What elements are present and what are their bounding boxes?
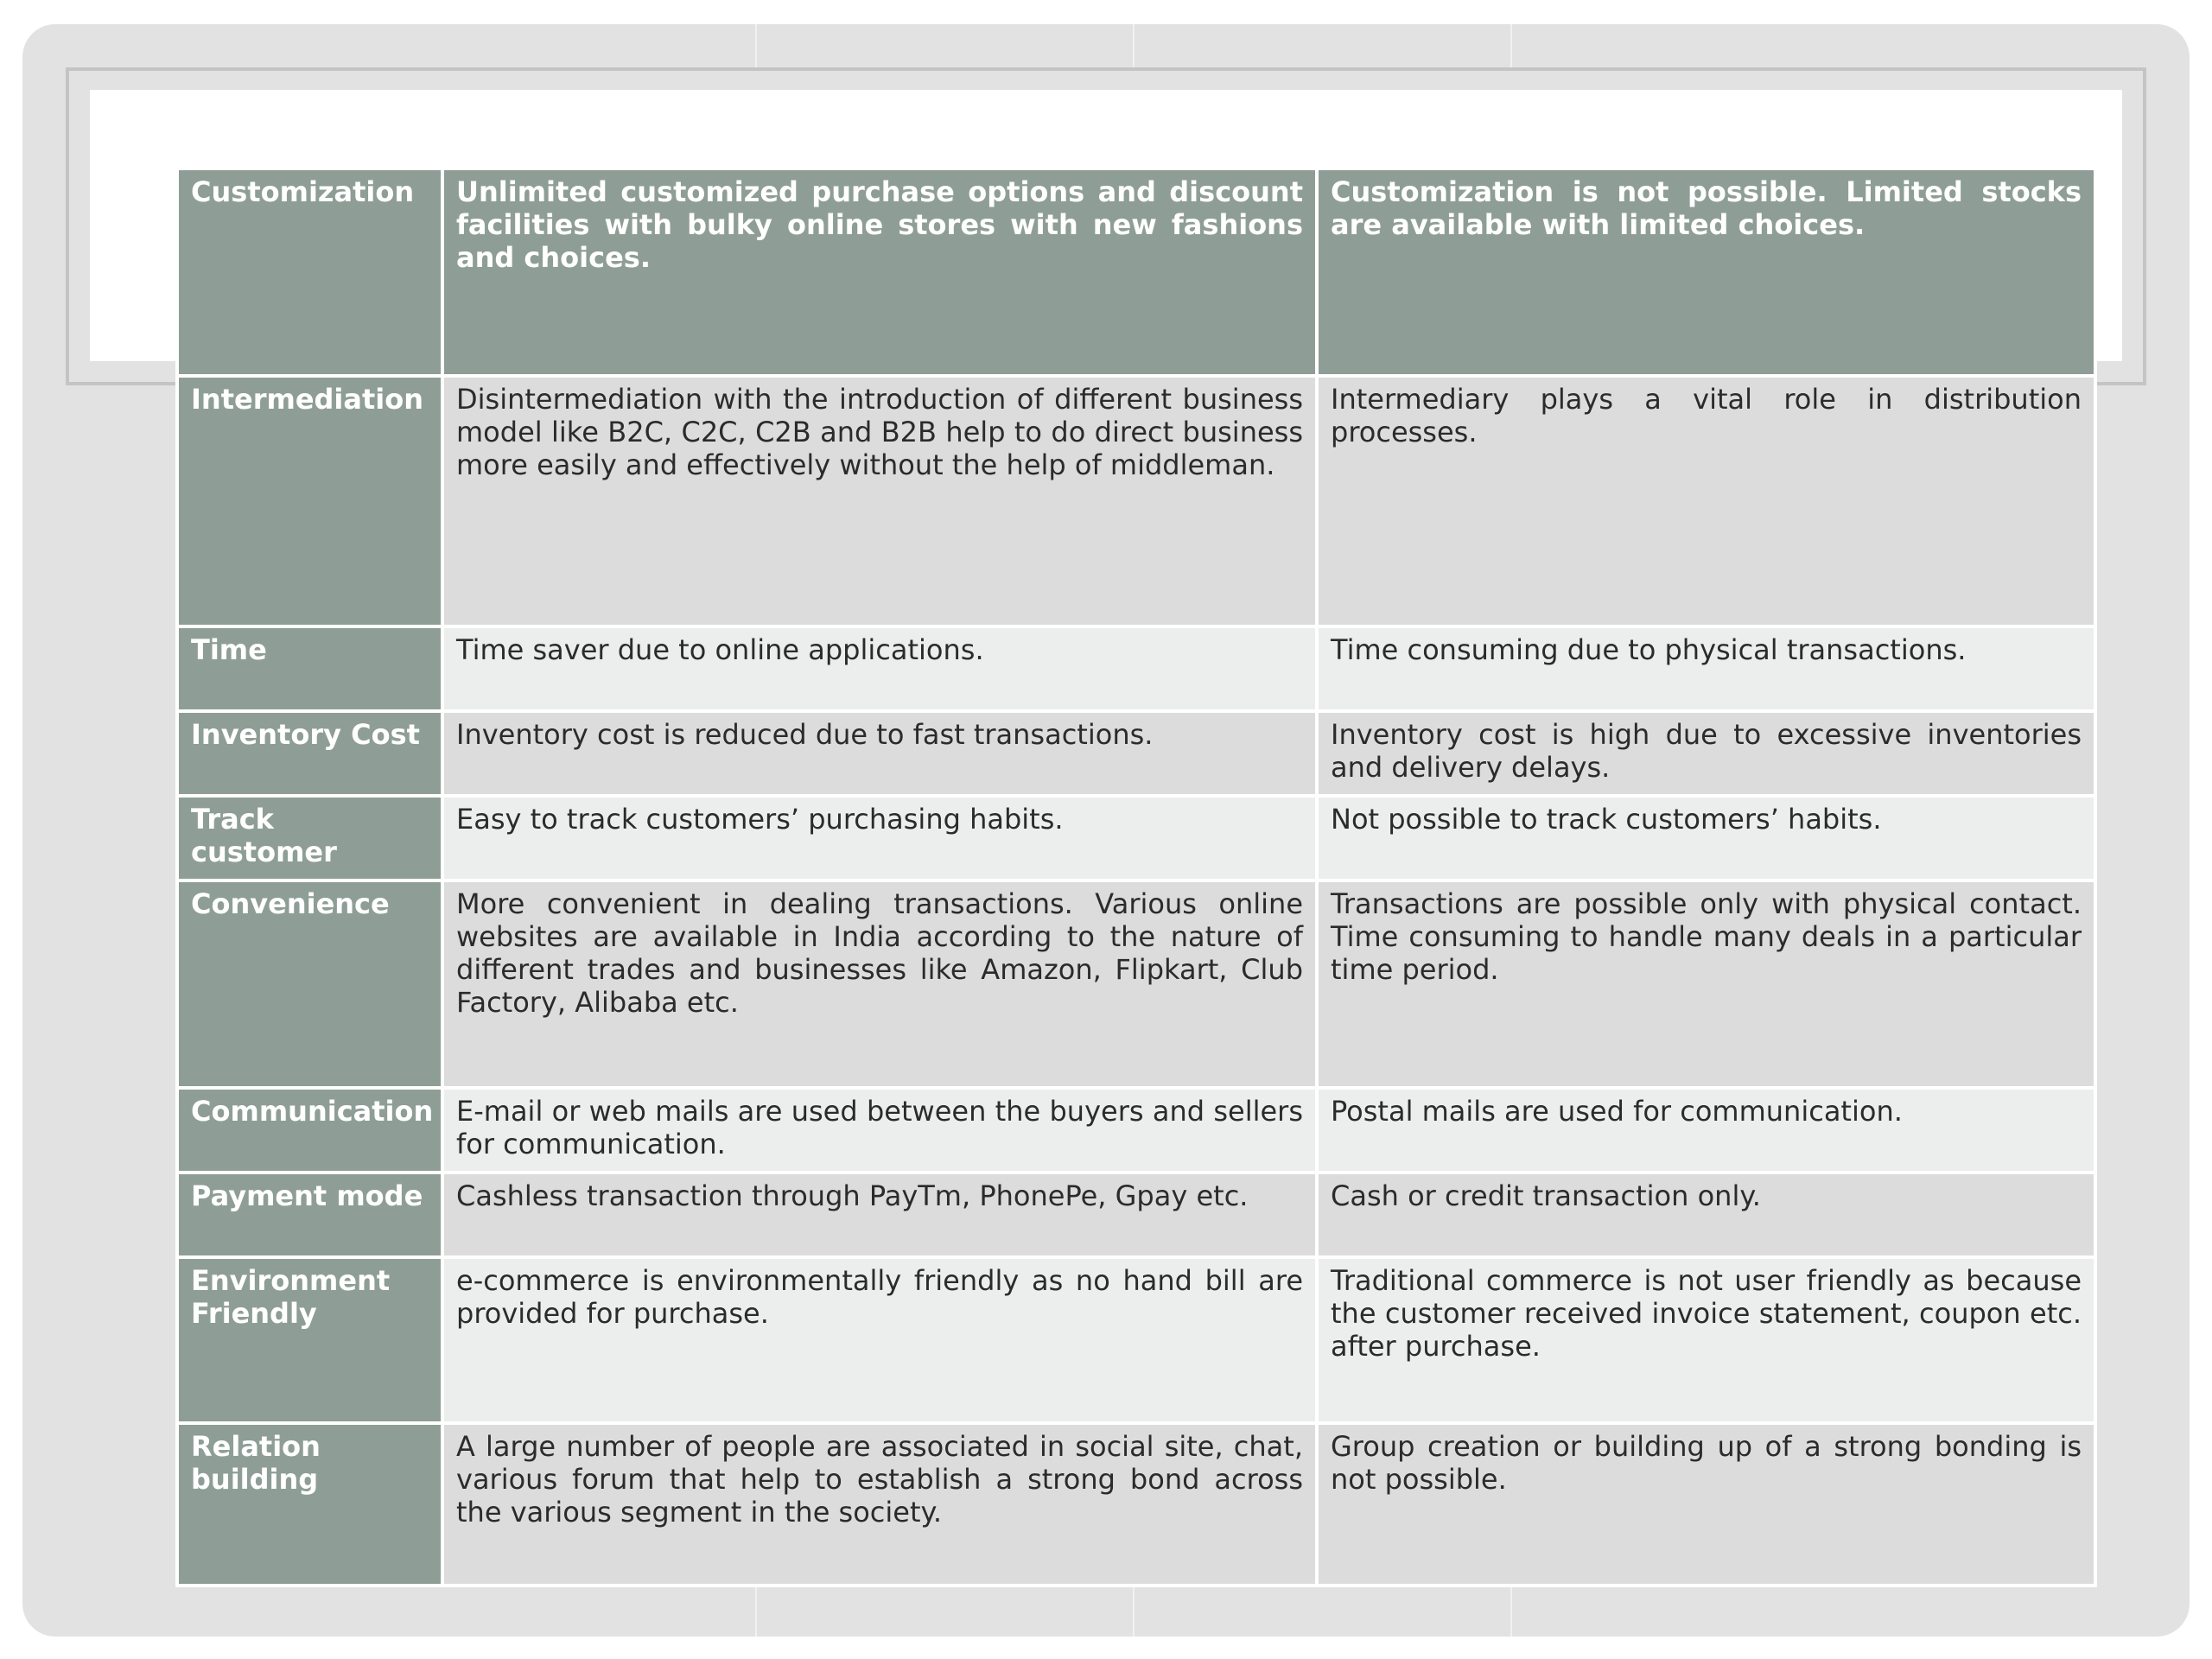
traditional-cell: Group creation or building up of a strong bonding is not possible. bbox=[1317, 1423, 2095, 1586]
table-row bbox=[177, 376, 2095, 626]
row-label: Communication bbox=[177, 1088, 442, 1173]
row-label: Relation building bbox=[177, 1423, 442, 1586]
traditional-cell: Transactions are possible only with physical contact. Time consuming to handle many deals in a particular time period. bbox=[1317, 880, 2095, 1088]
row-label: Convenience bbox=[177, 880, 442, 1088]
table-row bbox=[177, 1088, 2095, 1173]
slide-seam bbox=[1510, 24, 1512, 67]
table-row bbox=[177, 626, 2095, 711]
row-label: Time bbox=[177, 626, 442, 711]
table-row bbox=[177, 711, 2095, 796]
ecommerce-cell: Easy to track customers’ purchasing habits. bbox=[442, 796, 1317, 880]
table-row bbox=[177, 796, 2095, 880]
traditional-cell: Intermediary plays a vital role in distribution processes. bbox=[1317, 376, 2095, 626]
ecommerce-cell: Inventory cost is reduced due to fast transactions. bbox=[442, 711, 1317, 796]
slide-seam bbox=[755, 24, 757, 67]
ecommerce-cell: Time saver due to online applications. bbox=[442, 626, 1317, 711]
ecommerce-cell: A large number of people are associated in social site, chat, various forum that help to establish a strong bond across the various segment in the society. bbox=[442, 1423, 1317, 1586]
traditional-cell: Postal mails are used for communication. bbox=[1317, 1088, 2095, 1173]
row-label: Environment Friendly bbox=[177, 1257, 442, 1423]
slide-seam bbox=[755, 1586, 757, 1637]
ecommerce-cell: More convenient in dealing transactions. Various online websites are available in India according to the nature of different trades and businesses like Amazon, Flipkart, Club Factory, Alibaba etc. bbox=[442, 880, 1317, 1088]
ecommerce-cell: e-commerce is environmentally friendly as no hand bill are provided for purchase. bbox=[442, 1257, 1317, 1423]
table-row bbox=[177, 168, 2095, 376]
row-label: Customization bbox=[177, 168, 442, 376]
ecommerce-cell: E-mail or web mails are used between the buyers and sellers for communication. bbox=[442, 1088, 1317, 1173]
ecommerce-cell: Cashless transaction through PayTm, PhonePe, Gpay etc. bbox=[442, 1173, 1317, 1257]
table-row bbox=[177, 1423, 2095, 1586]
comparison-table bbox=[175, 167, 2097, 1587]
row-label: Inventory Cost bbox=[177, 711, 442, 796]
ecommerce-cell: Disintermediation with the introduction of different business model like B2C, C2C, C2B and B2B help to do direct business more easily and effectively without the help of middleman. bbox=[442, 376, 1317, 626]
row-label: Track customer bbox=[177, 796, 442, 880]
table-row bbox=[177, 1173, 2095, 1257]
table-row bbox=[177, 880, 2095, 1088]
row-label: Payment mode bbox=[177, 1173, 442, 1257]
slide-seam bbox=[1133, 1586, 1135, 1637]
ecommerce-cell: Unlimited customized purchase options and discount facilities with bulky online stores with new fashions and choices. bbox=[442, 168, 1317, 376]
slide-seam bbox=[1510, 1586, 1512, 1637]
traditional-cell: Inventory cost is high due to excessive inventories and delivery delays. bbox=[1317, 711, 2095, 796]
slide-seam bbox=[1133, 24, 1135, 67]
table-row bbox=[177, 1257, 2095, 1423]
traditional-cell: Customization is not possible. Limited stocks are available with limited choices. bbox=[1317, 168, 2095, 376]
traditional-cell: Time consuming due to physical transactions. bbox=[1317, 626, 2095, 711]
row-label: Intermediation bbox=[177, 376, 442, 626]
traditional-cell: Cash or credit transaction only. bbox=[1317, 1173, 2095, 1257]
traditional-cell: Not possible to track customers’ habits. bbox=[1317, 796, 2095, 880]
traditional-cell: Traditional commerce is not user friendly as because the customer received invoice statement, coupon etc. after purchase. bbox=[1317, 1257, 2095, 1423]
